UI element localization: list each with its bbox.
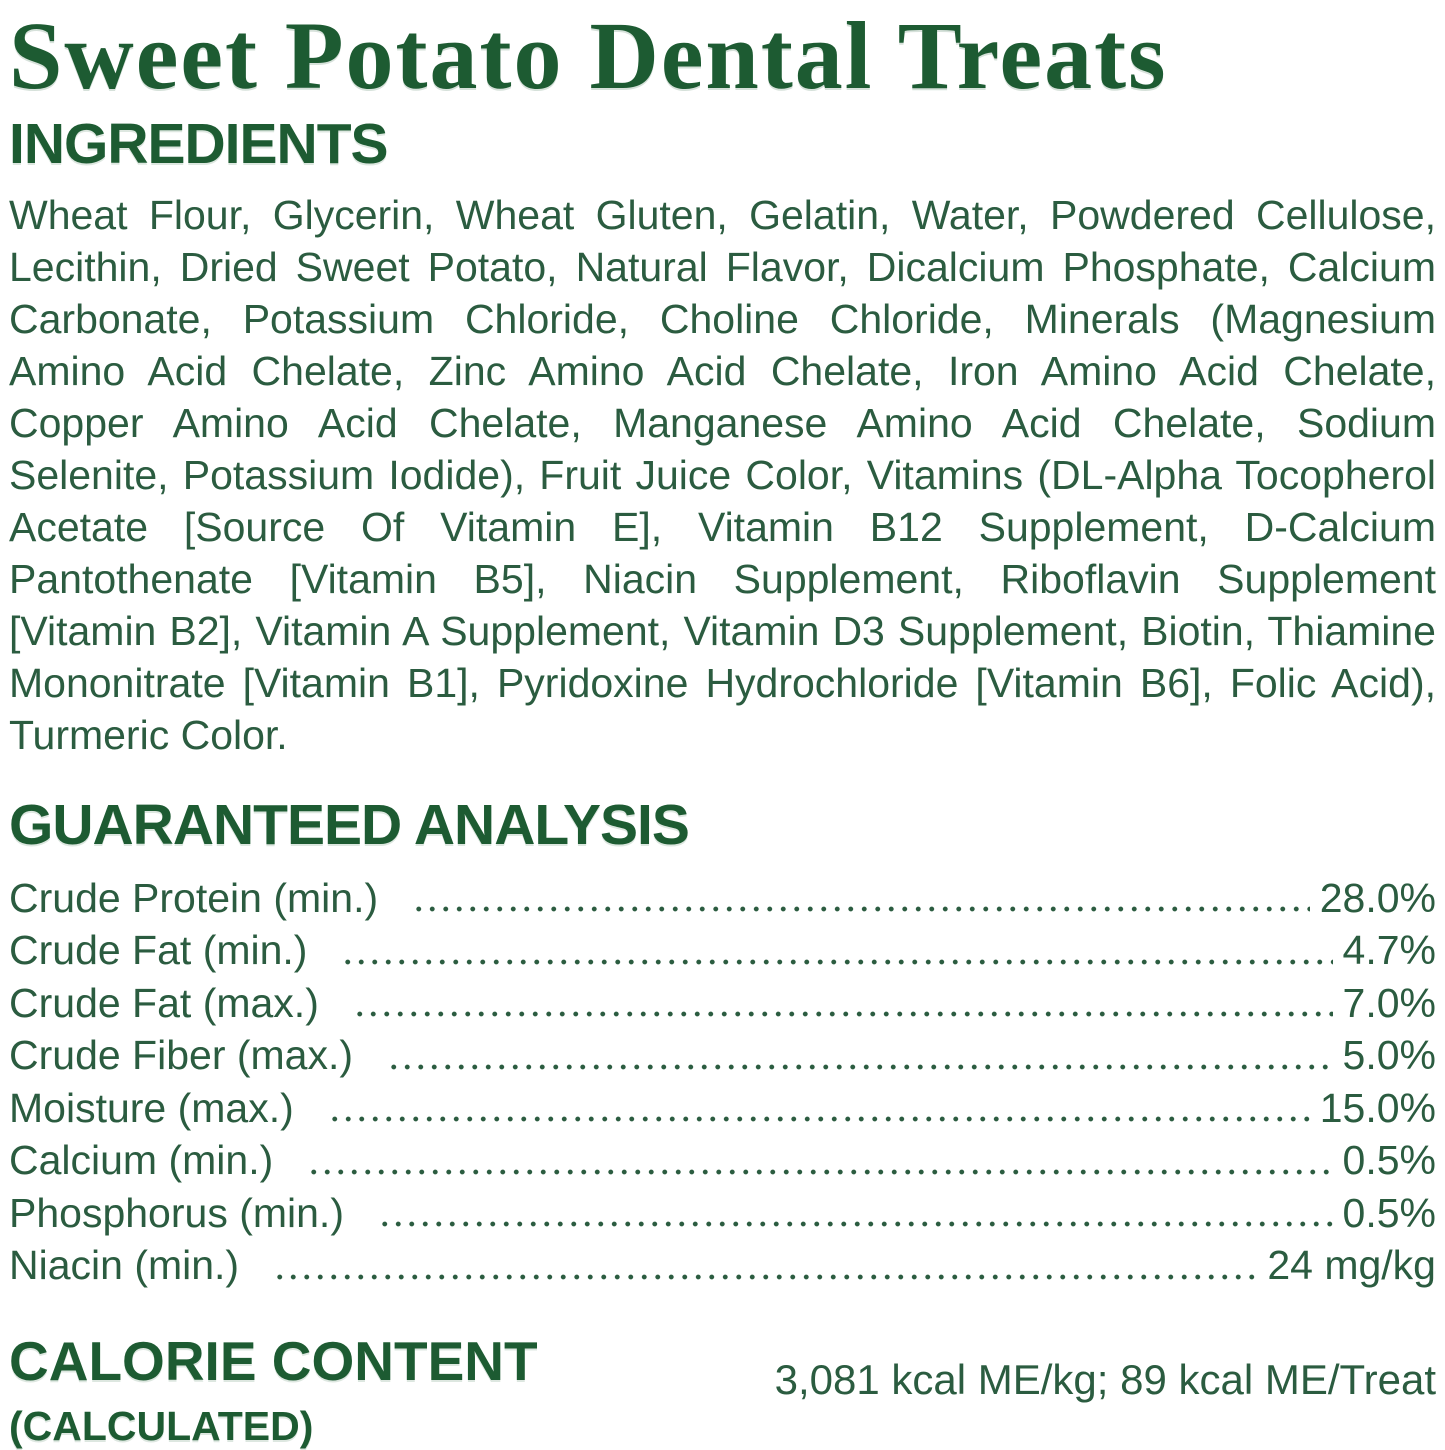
dot-leader xyxy=(378,1221,1333,1227)
analysis-row-crude-fiber xyxy=(9,1029,1436,1082)
analysis-row-value: 7.0% xyxy=(1342,979,1436,1026)
analysis-row-value: 0.5% xyxy=(1342,1189,1436,1236)
ingredients-heading: INGREDIENTS xyxy=(9,111,388,176)
analysis-row-value: 28.0% xyxy=(1319,874,1436,921)
page-title: Sweet Potato Dental Treats xyxy=(9,2,1168,109)
analysis-row-phosphorus xyxy=(9,1187,1436,1240)
analysis-row-crude-fat-min xyxy=(9,924,1436,977)
analysis-row-label: Crude Protein (min.) xyxy=(9,874,379,921)
analysis-row-value: 15.0% xyxy=(1319,1084,1436,1131)
analysis-row-value: 24 mg/kg xyxy=(1267,1242,1436,1289)
guaranteed-analysis-table xyxy=(9,872,1436,1292)
analysis-row-label: Crude Fat (min.) xyxy=(9,927,308,974)
calorie-content-heading: CALORIE CONTENT xyxy=(9,1329,538,1392)
dot-leader xyxy=(273,1274,1257,1280)
dot-leader xyxy=(341,959,1332,965)
calorie-content-subheading: (CALCULATED) xyxy=(9,1402,314,1449)
analysis-row-crude-fat-max xyxy=(9,977,1436,1030)
analysis-row-label: Crude Fiber (max.) xyxy=(9,1032,354,1079)
analysis-row-crude-protein xyxy=(9,872,1436,925)
guaranteed-analysis-heading: GUARANTEED ANALYSIS xyxy=(9,792,689,857)
analysis-row-value: 5.0% xyxy=(1342,1032,1436,1079)
dot-leader xyxy=(353,1011,1333,1017)
analysis-row-label: Moisture (max.) xyxy=(9,1084,294,1131)
calorie-content-value: 3,081 kcal ME/kg; 89 kcal ME/Treat xyxy=(774,1355,1436,1403)
analysis-row-calcium xyxy=(9,1134,1436,1187)
dot-leader xyxy=(328,1116,1310,1122)
dot-leader xyxy=(387,1064,1333,1070)
analysis-row-label: Calcium (min.) xyxy=(9,1137,274,1184)
analysis-row-label: Crude Fat (max.) xyxy=(9,979,319,1026)
calorie-content-section xyxy=(9,1329,1436,1450)
analysis-row-value: 0.5% xyxy=(1342,1137,1436,1184)
dot-leader xyxy=(412,906,1310,912)
analysis-row-label: Niacin (min.) xyxy=(9,1242,240,1289)
analysis-row-niacin xyxy=(9,1239,1436,1292)
analysis-row-label: Phosphorus (min.) xyxy=(9,1189,344,1236)
analysis-row-value: 4.7% xyxy=(1342,927,1436,974)
dot-leader xyxy=(307,1169,1332,1175)
analysis-row-moisture xyxy=(9,1082,1436,1135)
ingredients-text: Wheat Flour, Glycerin, Wheat Gluten, Gelatin, Water, Powdered Cellulose, Lecithin, Dried Sweet Potato, Natural Flavor, Dicalcium Phosphate, Calcium Carbonate, Potassium Chloride, Choline Chloride, Minerals (Magnesium Amino Acid Chelate, Zinc Amino Acid Chelate, Iron Amino Acid Chelate, Copper Amino Acid Chelate, Manganese Amino Acid Chelate, Sodium Selenite, Potassium Iodide), Fruit Juice Color, Vitamins (DL-Alpha Tocopherol Acetate [Source Of Vitamin E], Vitamin B12 Supplement, D-Calcium Pantothenate [Vitamin B5], Niacin Supplement, Riboflavin Supplement [Vitamin B2], Vitamin A Supplement, Vitamin D3 Supplement, Biotin, Thiamine Mononitrate [Vitamin B1], Pyridoxine Hydrochloride [Vitamin B6], Folic Acid), Turmeric Color. xyxy=(9,191,1436,758)
calorie-content-headings xyxy=(9,1329,538,1450)
